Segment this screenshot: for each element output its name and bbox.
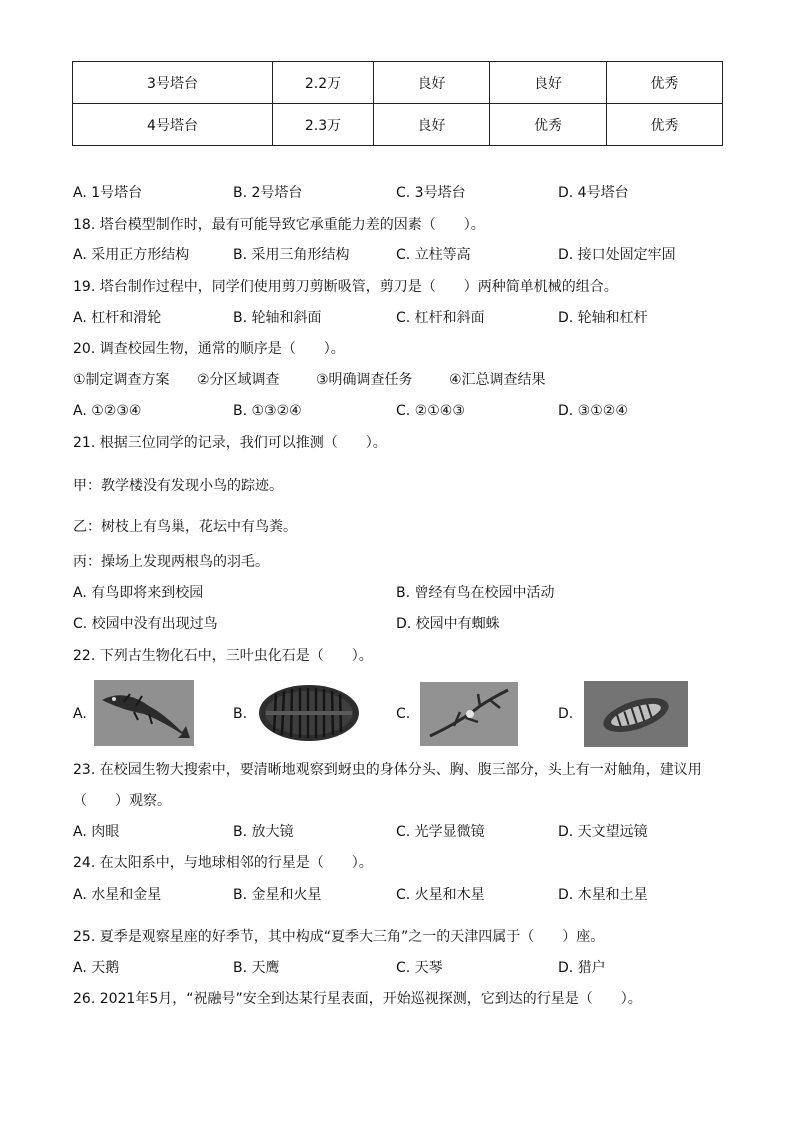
q21-option-b[interactable]: B. 曾经有鸟在校园中活动: [396, 585, 555, 601]
q25-option-b[interactable]: B. 天鹰: [233, 960, 280, 976]
q18-option-d[interactable]: D. 接口处固定牢固: [558, 247, 676, 263]
q24-option-d[interactable]: D. 木星和土星: [558, 887, 648, 903]
q23-stem-line2: （ ）观察。: [73, 793, 171, 809]
q17-option-b[interactable]: B. 2号塔台: [233, 185, 303, 201]
q24-option-b[interactable]: B. 金星和火星: [233, 887, 322, 903]
q18-option-c[interactable]: C. 立柱等高: [396, 247, 471, 263]
table-cell: 2.3万: [273, 104, 374, 146]
table-cell: 良好: [490, 62, 607, 104]
q20-step: ④汇总调查结果: [449, 372, 546, 388]
q23-option-a[interactable]: A. 肉眼: [73, 824, 120, 840]
q22-option-c-label[interactable]: C.: [396, 706, 411, 722]
q26-stem: 26. 2021年5月，“祝融号”安全到达某行星表面，开始巡视探测，它到达的行星是（ ）。: [73, 991, 642, 1007]
q21-record: 乙：树枝上有鸟巢，花坛中有鸟粪。: [73, 519, 297, 535]
table-row: [73, 104, 723, 146]
q19-option-d[interactable]: D. 轮轴和杠杆: [558, 310, 648, 326]
q25-option-d[interactable]: D. 猎户: [558, 960, 606, 976]
q18-option-a[interactable]: A. 采用正方形结构: [73, 247, 190, 263]
q24-option-a[interactable]: A. 水星和金星: [73, 887, 162, 903]
q17-option-c[interactable]: C. 3号塔台: [396, 185, 466, 201]
q19-option-b[interactable]: B. 轮轴和斜面: [233, 310, 322, 326]
q20-option-b[interactable]: B. ①③②④: [233, 403, 302, 419]
q20-option-c[interactable]: C. ②①④③: [396, 403, 465, 419]
q17-option-d[interactable]: D. 4号塔台: [558, 185, 629, 201]
q19-option-c[interactable]: C. 杠杆和斜面: [396, 310, 485, 326]
q21-option-a[interactable]: A. 有鸟即将来到校园: [73, 585, 204, 601]
plant-fossil-image[interactable]: [420, 682, 518, 746]
q18-stem: 18. 塔台模型制作时，最有可能导致它承重能力差的因素（ ）。: [73, 217, 485, 233]
q20-step: ③明确调查任务: [316, 372, 413, 388]
table-cell: 优秀: [607, 104, 723, 146]
q20-stem: 20. 调查校园生物，通常的顺序是（ ）。: [73, 341, 345, 357]
q21-record: 甲：教学楼没有发现小鸟的踪迹。: [73, 478, 283, 494]
table-cell: 优秀: [607, 62, 723, 104]
q24-stem: 24. 在太阳系中，与地球相邻的行星是（ ）。: [73, 855, 373, 871]
table-cell: 优秀: [490, 104, 607, 146]
table-cell: 良好: [374, 62, 490, 104]
q21-stem: 21. 根据三位同学的记录，我们可以推测（ ）。: [73, 435, 387, 451]
q25-stem: 25. 夏季是观察星座的好季节，其中构成“夏季大三角”之一的天津四属于（ ）座。: [73, 929, 605, 945]
table-cell: 2.2万: [273, 62, 374, 104]
q23-option-b[interactable]: B. 放大镜: [233, 824, 294, 840]
table-cell: 4号塔台: [73, 104, 273, 146]
q22-stem: 22. 下列古生物化石中，三叶虫化石是（ ）。: [73, 648, 373, 664]
tower-table: [72, 61, 723, 146]
q25-option-a[interactable]: A. 天鹅: [73, 960, 120, 976]
q20-option-d[interactable]: D. ③①②④: [558, 403, 628, 419]
q22-option-a-label[interactable]: A.: [73, 706, 87, 722]
q23-option-d[interactable]: D. 天文望远镜: [558, 824, 648, 840]
q22-option-d-label[interactable]: D.: [558, 706, 574, 722]
q19-stem: 19. 塔台制作过程中，同学们使用剪刀剪断吸管，剪刀是（ ）两种简单机械的组合。: [73, 279, 618, 295]
q20-step: ①制定调查方案: [73, 372, 170, 388]
trilobite-fossil-image[interactable]: [258, 684, 360, 742]
q20-option-a[interactable]: A. ①②③④: [73, 403, 142, 419]
q21-option-d[interactable]: D. 校园中有蜘蛛: [396, 616, 500, 632]
q20-step: ②分区域调查: [197, 372, 280, 388]
q17-option-a[interactable]: A. 1号塔台: [73, 185, 143, 201]
q21-option-c[interactable]: C. 校园中没有出现过鸟: [73, 616, 218, 632]
q18-option-b[interactable]: B. 采用三角形结构: [233, 247, 350, 263]
fish-fossil-image[interactable]: [94, 680, 194, 746]
q24-option-c[interactable]: C. 火星和木星: [396, 887, 485, 903]
q25-option-c[interactable]: C. 天琴: [396, 960, 443, 976]
q23-option-c[interactable]: C. 光学显微镜: [396, 824, 485, 840]
q19-option-a[interactable]: A. 杠杆和滑轮: [73, 310, 162, 326]
table-row: [73, 62, 723, 104]
q22-option-b-label[interactable]: B.: [233, 706, 248, 722]
table-cell: 良好: [374, 104, 490, 146]
table-cell: 3号塔台: [73, 62, 273, 104]
q23-stem-line1: 23. 在校园生物大搜索中，要清晰地观察到蚜虫的身体分头、胸、腹三部分，头上有一对触角，建议用: [73, 762, 702, 778]
q21-record: 丙：操场上发现两根鸟的羽毛。: [73, 554, 269, 570]
insect-fossil-image[interactable]: [584, 681, 688, 747]
